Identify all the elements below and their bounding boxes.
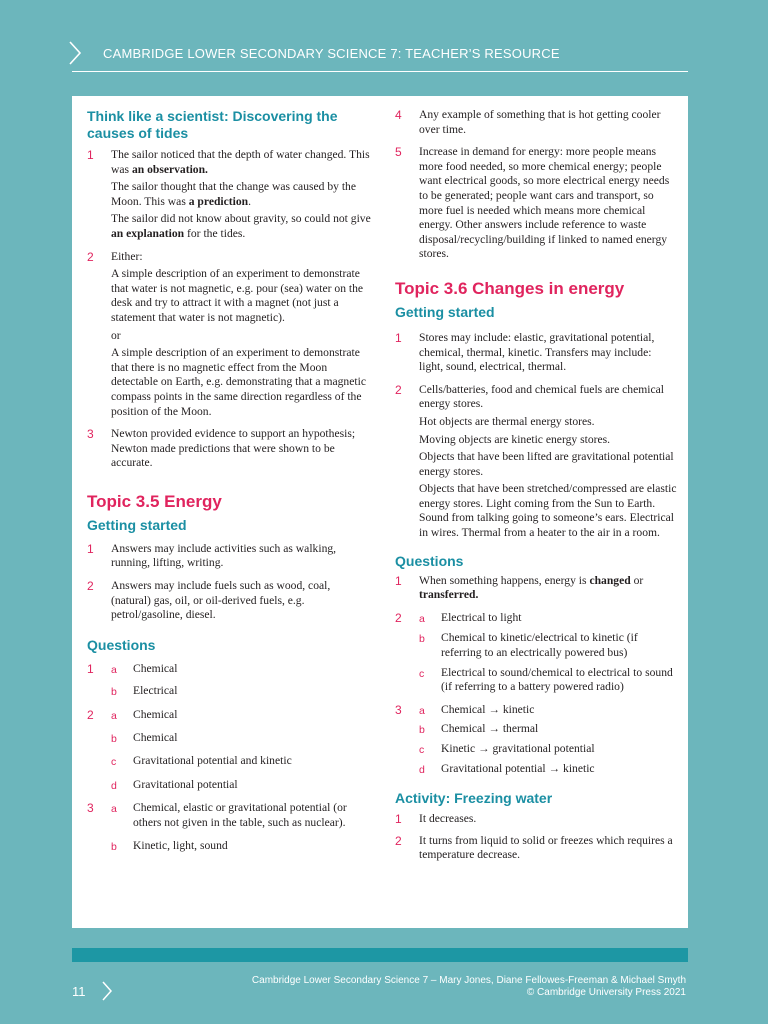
item-letter: a [419, 704, 425, 717]
item-number: 1 [87, 541, 94, 556]
item-number: 2 [395, 382, 402, 397]
answer-text: It decreases. [419, 812, 477, 826]
item-letter: b [111, 732, 117, 745]
item-number: 3 [87, 427, 94, 442]
item-letter: a [111, 710, 117, 723]
answer-text: Gravitational potential → kinetic [441, 761, 595, 775]
answer-text: Chemical, elastic or gravitational potential (or others not given in the table, such as nuclear). [133, 801, 347, 829]
list-item [87, 731, 372, 746]
item-letter: c [111, 756, 117, 769]
item-letter: b [111, 840, 117, 853]
answer-text: Moving objects are kinetic energy stores. [419, 432, 611, 446]
item-letter: a [111, 803, 117, 816]
answer-text: It turns from liquid to solid or freezes which requires a temperature decrease. [419, 833, 673, 862]
item-number: 1 [87, 148, 94, 162]
answer-text: Gravitational potential and kinetic [133, 754, 292, 768]
item-letter: d [111, 779, 117, 792]
answer-text: Kinetic → gravitational potential [441, 742, 595, 755]
chevron-right-icon [68, 40, 82, 66]
list-item [87, 839, 372, 854]
item-letter: b [419, 633, 425, 646]
answer-text: Newton provided evidence to support an hypothesis; Newton made predictions that were shown to be accurate. [111, 427, 356, 470]
item-number: 3 [87, 801, 94, 816]
answer-text: The sailor did not know about gravity, so could not give an explanation for the tides. [111, 212, 371, 240]
chevron-right-icon [101, 980, 113, 1002]
left-column [87, 96, 372, 853]
answer-text: Chemical → thermal [441, 722, 539, 736]
answer-text: Answers may include fuels such as wood, coal, (natural) gas, oil, or oil-derived fuels, e.g. petrol/gasoline, diesel. [111, 579, 331, 622]
answer-text: The sailor thought that the change was caused by the Moon. This was a prediction. [111, 180, 357, 208]
item-letter: b [111, 686, 117, 699]
getting-started-heading: Getting started [87, 516, 187, 533]
list-item [87, 427, 372, 471]
item-letter: a [111, 663, 117, 676]
list-item [395, 108, 678, 137]
page-number: 11 [72, 984, 86, 999]
answer-text: Chemical [133, 661, 178, 675]
footer-credits [252, 975, 686, 999]
content-page [72, 96, 688, 928]
credit-line: Cambridge Lower Secondary Science 7 – Mary Jones, Diane Fellowes-Freeman & Michael Smyth [251, 975, 686, 986]
answer-text: Electrical [133, 684, 178, 698]
list-item [395, 145, 678, 262]
answer-text: Chemical → kinetic [441, 702, 535, 716]
answer-text: Objects that have been lifted are gravitational potential energy stores. [419, 450, 674, 478]
answer-text: Hot objects are thermal energy stores. [419, 414, 595, 428]
answer-text: A simple description of an experiment to demonstrate that there is no magnetic effect from the Moon detectable on Earth, e.g. demonstrating that a magnetic compass points in the same direction regardless of the position of the Moon. [111, 346, 366, 418]
answer-text: Chemical to kinetic/electrical to kinetic (if referring to an electrically powered bus) [441, 631, 638, 660]
item-number: 1 [395, 573, 402, 588]
answer-text: The sailor noticed that the depth of water changed. This was an observation. [111, 148, 370, 176]
right-column [395, 96, 678, 866]
list-item [395, 331, 678, 375]
item-letter: b [419, 724, 425, 737]
answer-text: Electrical to sound/chemical to electrical to sound (if referring to a battery powered radio) [441, 665, 673, 694]
item-number: 1 [395, 330, 402, 345]
list-item [395, 834, 678, 863]
list-item [87, 684, 372, 699]
answer-text: Gravitational potential [133, 777, 238, 791]
header-rule [72, 71, 688, 72]
list-item [87, 778, 372, 793]
questions-heading: Questions [87, 636, 156, 653]
item-number: 1 [87, 661, 94, 676]
answer-text: Objects that have been stretched/compressed are elastic energy stores. Light coming from the Sun to Earth. Sound from talking going to someone’s ears. Electrical in wires. Thermal from a heater to the air in a room. [419, 482, 677, 540]
item-number: 2 [87, 708, 94, 723]
list-item [87, 801, 372, 830]
list-item [395, 722, 678, 737]
item-number: 4 [395, 108, 402, 122]
header-title: CAMBRIDGE LOWER SECONDARY SCIENCE 7: TEACHER’S RESOURCE [103, 46, 560, 61]
item-number: 1 [395, 812, 402, 827]
item-letter: a [419, 612, 425, 625]
answer-text: Kinetic, light, sound [133, 838, 228, 852]
item-number: 2 [395, 610, 402, 625]
item-number: 2 [87, 579, 94, 594]
answer-text: Chemical [133, 730, 178, 744]
list-item [395, 666, 678, 695]
answer-text: or [111, 328, 121, 342]
answer-text: Any example of something that is hot getting cooler over time. [419, 108, 661, 136]
answer-text: Answers may include activities such as walking, running, lifting, writing. [111, 541, 337, 570]
section-heading-tides: Think like a scientist: Discovering the causes of tides [87, 108, 338, 141]
copyright-line: © Cambridge University Press 2021 [526, 987, 686, 998]
list-item [395, 574, 678, 603]
questions-heading: Questions [395, 552, 464, 569]
list-item [87, 708, 372, 723]
item-letter: c [419, 667, 425, 680]
answer-text: A simple description of an experiment to demonstrate that water is not magnetic, e.g. pour (sea) water on the desk and try to attract it with a magnet (not just a statement that water is not magnetic). [111, 267, 364, 324]
item-number: 2 [395, 833, 402, 848]
answer-text: Chemical [133, 708, 178, 722]
getting-started-heading: Getting started [395, 303, 495, 320]
list-item [395, 742, 678, 757]
answer-text: Electrical to light [441, 610, 522, 624]
list-item [87, 579, 372, 623]
list-item [87, 542, 372, 571]
list-item [87, 250, 372, 420]
list-item [395, 383, 678, 541]
list-item [395, 703, 678, 718]
list-item [395, 762, 678, 777]
item-number: 3 [395, 702, 402, 717]
topic-title-3-5: Topic 3.5 Energy [87, 491, 222, 511]
answer-text: When something happens, energy is changed or transferred. [419, 573, 644, 602]
item-number: 5 [395, 145, 402, 160]
topic-title-3-6: Topic 3.6 Changes in energy [395, 278, 625, 298]
list-item [395, 611, 678, 626]
answer-text: Stores may include: elastic, gravitational potential, chemical, thermal, kinetic. Transfers may include: light, sound, electrical, thermal. [419, 330, 655, 374]
answer-text: Cells/batteries, food and chemical fuels are chemical energy stores. [419, 382, 664, 411]
list-item [87, 148, 372, 242]
item-number: 2 [87, 249, 94, 264]
footer-bar [72, 948, 688, 962]
answer-text: Increase in demand for energy: more people means more food needed, so more chemical energy; people want electrical goods, so more electrical energy needs to be generated; people want cars and transport, so more fuel is needed which means more chemical energy. Other answers include reference to waste disposal/recycling/building if linked to named energy stores. [419, 145, 670, 261]
activity-heading: Activity: Freezing water [395, 790, 553, 807]
answer-text: Either: [111, 249, 143, 263]
list-item [395, 631, 678, 660]
list-item [395, 812, 678, 827]
item-letter: d [419, 763, 425, 776]
list-item [87, 662, 372, 677]
item-letter: c [419, 744, 425, 756]
list-item [87, 754, 372, 769]
page-header [0, 0, 768, 72]
